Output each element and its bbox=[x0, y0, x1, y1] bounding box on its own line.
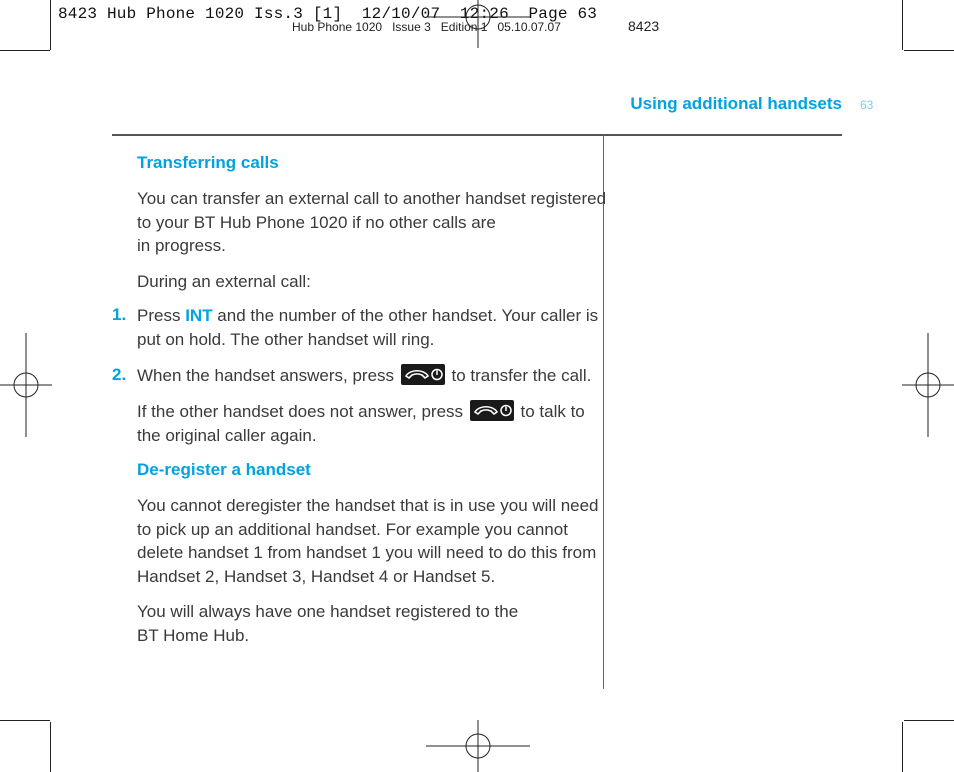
text-line: You can transfer an external call to another handset registered bbox=[137, 189, 607, 208]
step-number-1: 1. bbox=[112, 305, 127, 324]
no-answer-text bbox=[137, 400, 607, 447]
print-slug-overlap: Hub Phone 1020 Issue 3 Edition 1 05.10.07.07 bbox=[292, 20, 561, 34]
registration-mark-top bbox=[426, 0, 530, 50]
during-call-text: During an external call: bbox=[137, 272, 311, 291]
int-key-label: INT bbox=[185, 306, 213, 325]
registration-mark-bottom bbox=[426, 720, 530, 772]
section-heading-transferring-calls: Transferring calls bbox=[137, 153, 279, 172]
step-2-text bbox=[137, 364, 607, 388]
print-slug: 8423 Hub Phone 1020 Iss.3 [1] 12/10/07 12:26 Page 63 bbox=[58, 5, 598, 23]
deregister-para-1 bbox=[137, 494, 607, 588]
registration-mark-left bbox=[0, 333, 52, 437]
text-line: to pick up an additional handset. For example you cannot bbox=[137, 519, 568, 539]
text-line: delete handset 1 from handset 1 you will need to do this from bbox=[137, 543, 597, 562]
text-run: to transfer the call. bbox=[446, 366, 592, 385]
text-line: put on hold. The other handset will ring. bbox=[137, 329, 435, 349]
text-line: BT Home Hub. bbox=[137, 625, 250, 645]
text-line: the original caller again. bbox=[137, 425, 317, 445]
end-call-power-key-icon bbox=[470, 400, 514, 421]
text-line: You will always have one handset registered to the bbox=[137, 602, 519, 621]
end-call-power-key-icon bbox=[401, 364, 445, 385]
text-run: When the handset answers, press bbox=[137, 366, 399, 385]
text-run: If the other handset does not answer, press bbox=[137, 402, 468, 421]
header-rule bbox=[112, 134, 842, 136]
text-run: Press bbox=[137, 306, 186, 325]
step-1-text bbox=[137, 304, 607, 351]
page-header-title: Using additional handsets bbox=[630, 94, 842, 113]
step-number-2: 2. bbox=[112, 365, 127, 384]
text-line: in progress. bbox=[137, 236, 226, 255]
print-slug-code: 8423 bbox=[628, 18, 660, 34]
page-number: 63 bbox=[860, 98, 874, 112]
text-run: and the number of the other handset. Your caller is bbox=[212, 306, 599, 325]
text-line: to your BT Hub Phone 1020 if no other calls are bbox=[137, 212, 496, 232]
text-line: Handset 2, Handset 3, Handset 4 or Handset 5. bbox=[137, 566, 496, 586]
transfer-intro bbox=[137, 187, 607, 258]
registration-mark-right bbox=[902, 333, 954, 437]
text-run: to talk to bbox=[515, 402, 585, 421]
section-heading-deregister: De-register a handset bbox=[137, 460, 311, 479]
text-line: You cannot deregister the handset that is in use you will need bbox=[137, 496, 599, 515]
deregister-para-2 bbox=[137, 600, 607, 647]
